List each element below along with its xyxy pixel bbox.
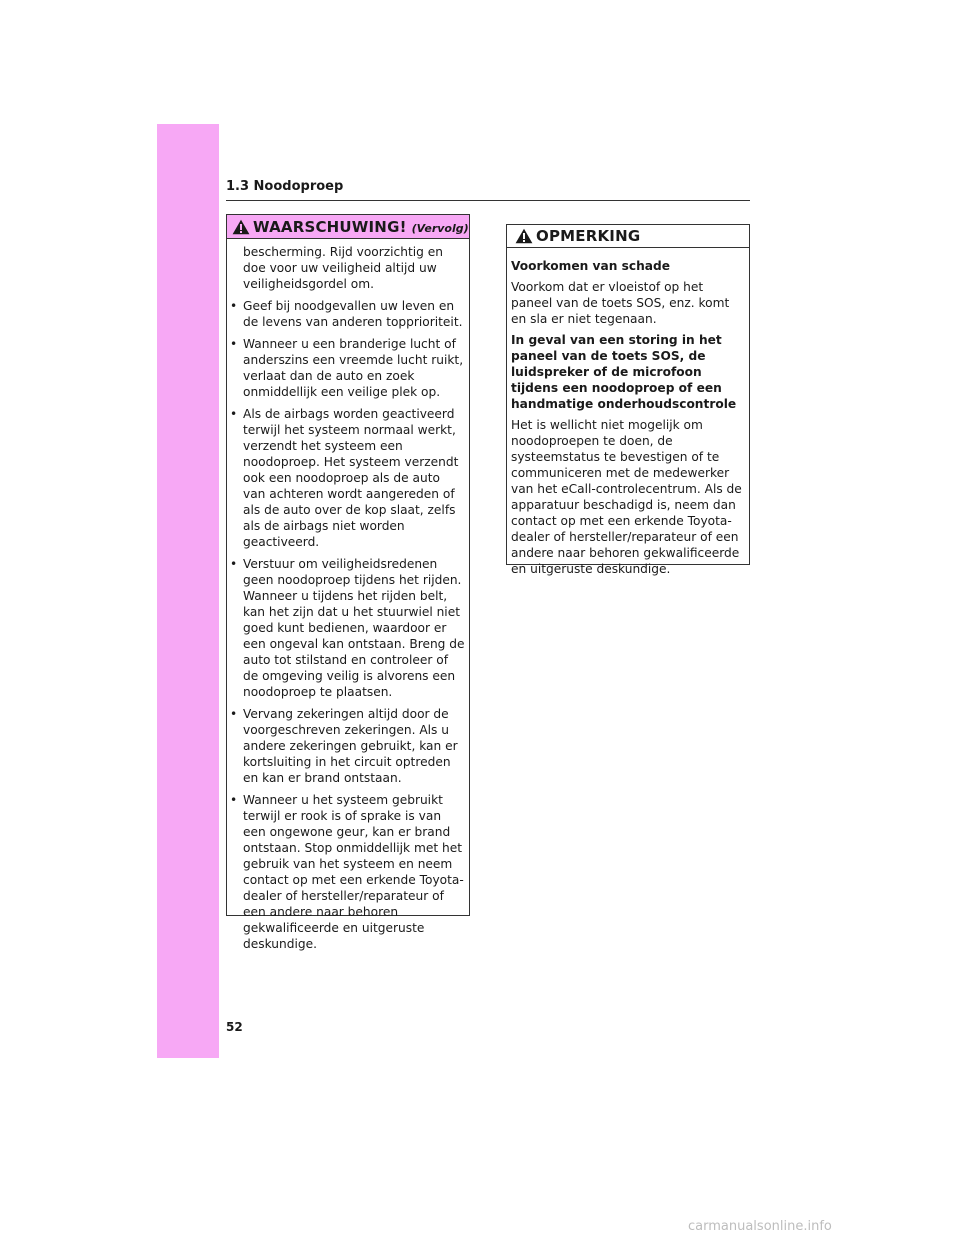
warning-header xyxy=(227,215,469,239)
section-divider xyxy=(226,200,750,201)
warning-triangle-icon xyxy=(232,219,250,235)
warning-list xyxy=(230,298,465,952)
list-item: • Geef bij noodgevallen uw leven en de levens van anderen topprioriteit. xyxy=(230,299,463,329)
watermark: carmanualsonline.info xyxy=(688,1219,832,1234)
note-box xyxy=(506,224,750,576)
list-item: • Vervang zekeringen altijd door de voorgeschreven zekeringen. Als u andere zekeringen gebruikt, kan er kortsluiting in het circuit optreden en kan er brand ontstaan. xyxy=(230,707,458,785)
chapter-side-tab xyxy=(157,124,219,1058)
warning-subtitle: (Vervolg) xyxy=(411,222,469,235)
warning-title: WAARSCHUWING! xyxy=(253,218,407,236)
warning-intro: bescherming. Rijd voorzichtig en doe voor uw veiligheid altijd uw veiligheidsgordel om. xyxy=(243,245,443,291)
list-item: • Wanneer u een branderige lucht of anderszins een vreemde lucht ruikt, verlaat dan de auto en zoek onmiddellijk een veilige plek op. xyxy=(230,337,464,399)
note-body xyxy=(507,248,749,577)
note-text-malfunction: Het is wellicht niet mogelijk om noodoproepen te doen, de systeemstatus te bevestigen of te communiceren met de medewerker van het eCall-controlecentrum. Als de apparatuur beschadigd is, neem dan contact op met een erkende Toyota-dealer of hersteller/reparateur of een andere naar behoren gekwalificeerde en uitgeruste deskundige. xyxy=(511,418,742,576)
note-heading-damage: Voorkomen van schade xyxy=(511,259,671,273)
list-item: • Verstuur om veiligheidsredenen geen noodoproep tijdens het rijden. Wanneer u tijdens het rijden belt, kan het zijn dat u het stuurwiel niet goed kunt bedienen, waardoor er een ongeval kan ontstaan. Breng de auto tot stilstand en controleer of de omgeving veilig is alvorens een noodoproep te plaatsen. xyxy=(230,557,465,699)
page-number: 52 xyxy=(226,1020,243,1034)
warning-triangle-icon xyxy=(515,228,533,244)
section-title: 1.3 Noodoproep xyxy=(226,179,344,194)
note-text-damage: Voorkom dat er vloeistof op het paneel van de toets SOS, enz. komt en sla er niet tegenaan. xyxy=(511,280,730,326)
note-heading-malfunction: In geval van een storing in het paneel van de toets SOS, de luidspreker of de microfoon tijdens een noodoproep of een handmatige onderhoudscontrole xyxy=(511,333,737,411)
list-item: • Wanneer u het systeem gebruikt terwijl er rook is of sprake is van een ongewone geur, kan er brand ontstaan. Stop onmiddellijk met het gebruik van het systeem en neem contact op met een erkende Toyota-dealer of hersteller/reparateur of een andere naar behoren gekwalificeerde en uitgeruste deskundige. xyxy=(230,793,464,951)
warning-body xyxy=(227,239,469,952)
note-header xyxy=(507,225,749,248)
list-item: • Als de airbags worden geactiveerd terwijl het systeem normaal werkt, verzendt het systeem een noodoproep. Het systeem verzendt ook een noodoproep als de auto van achteren wordt aangereden of als de auto over de kop slaat, zelfs als de airbags niet worden geactiveerd. xyxy=(230,407,459,549)
note-title: OPMERKING xyxy=(536,227,641,245)
warning-box xyxy=(226,214,470,951)
